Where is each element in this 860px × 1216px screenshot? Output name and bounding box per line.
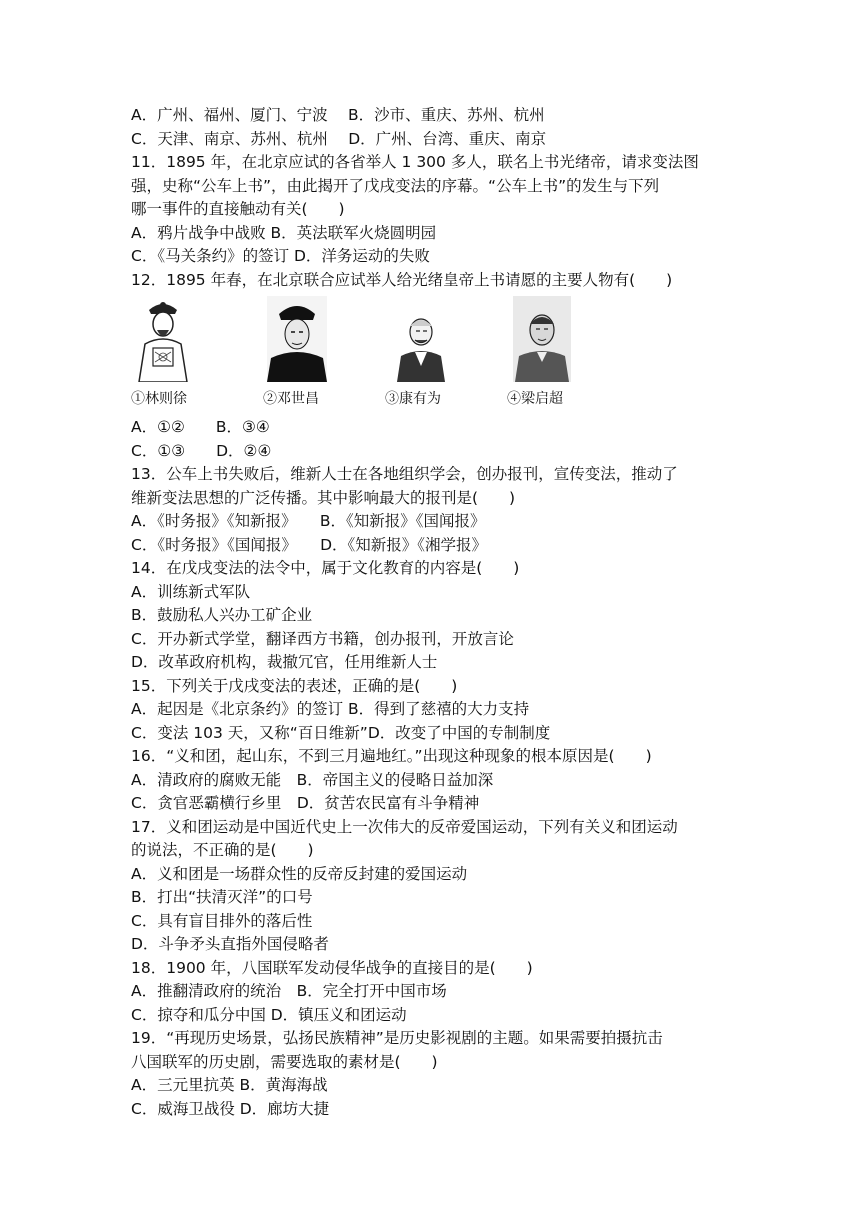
text-line: A．三元里抗英 B．黄海海战 — [131, 1076, 328, 1094]
question-text — [131, 104, 731, 1121]
text-line: 11．1895 年，在北京应试的各省举人 1 300 多人，联名上书光绪帝，请求变法图 — [131, 153, 699, 171]
text-line: A．推翻清政府的统治 B．完全打开中国市场 — [131, 982, 447, 1000]
text-line: 八国联军的历史剧，需要选取的素材是( ) — [131, 1052, 438, 1071]
portrait-label-4: ④梁启超 — [507, 391, 563, 407]
text-line: 16．“义和团，起山东，不到三月遍地红。”出现这种现象的根本原因是( ) — [131, 747, 652, 765]
text-line: A．义和团是一场群众性的反帝反封建的爱国运动 — [131, 864, 468, 883]
text-line: 14．在戊戌变法的法令中，属于文化教育的内容是( ) — [131, 559, 520, 577]
portrait-label-3: ③康有为 — [385, 391, 441, 407]
questions-before-images — [131, 104, 731, 292]
text-line: C．天津、南京、苏州、杭州 D．广州、台湾、重庆、南京 — [131, 129, 547, 148]
text-line: D．斗争矛头直指外国侵略者 — [131, 935, 329, 953]
text-line: 12．1895 年春，在北京联合应试举人给光绪皇帝上书请愿的主要人物有( ) — [131, 270, 673, 289]
text-line: C．①③ D．②④ — [131, 441, 272, 460]
text-line: 哪一事件的直接触动有关( ) — [131, 200, 345, 218]
text-line: A．鸦片战争中战败 B．英法联军火烧圆明园 — [131, 223, 437, 242]
questions-after-images — [131, 416, 731, 1121]
text-line: 维新变法思想的广泛传播。其中影响最大的报刊是( ) — [131, 488, 516, 507]
portrait-row — [131, 296, 731, 408]
text-line: 13．公车上书失败后，维新人士在各地组织学会，创办报刊，宣传变法，推动了 — [131, 465, 678, 483]
portrait-label-1: ①林则徐 — [131, 391, 187, 407]
text-line: C．贪官恶霸横行乡里 D．贫苦农民富有斗争精神 — [131, 794, 480, 812]
text-line: A．训练新式军队 — [131, 582, 251, 601]
portrait-lin-zexu — [131, 296, 195, 382]
text-line: A．《时务报》《知新报》 B．《知新报》《国闻报》 — [131, 512, 486, 530]
portrait-label-2: ②邓世昌 — [263, 391, 319, 407]
portrait-deng-shichang — [267, 296, 327, 382]
text-line: D．改革政府机构，裁撤冗官，任用维新人士 — [131, 653, 438, 671]
text-line: B．打出“扶清灭洋”的口号 — [131, 888, 313, 906]
text-line: C．《时务报》《国闻报》 D．《知新报》《湘学报》 — [131, 535, 488, 554]
text-line: A．①② B．③④ — [131, 418, 270, 436]
text-line: 19．“再现历史场景，弘扬民族精神”是历史影视剧的主题。如果需要拍摄抗击 — [131, 1029, 663, 1047]
text-line: A．广州、福州、厦门、宁波 B．沙市、重庆、苏州、杭州 — [131, 106, 545, 124]
text-line: 强，史称“公车上书”，由此揭开了戊戌变法的序幕。“公车上书”的发生与下列 — [131, 176, 660, 195]
text-line: C．开办新式学堂，翻译西方书籍，创办报刊，开放言论 — [131, 629, 514, 648]
text-line: 15．下列关于戊戌变法的表述，正确的是( ) — [131, 676, 458, 695]
text-line: B．鼓励私人兴办工矿企业 — [131, 606, 313, 624]
text-line: C．变法 103 天，又称“百日维新”D．改变了中国的专制制度 — [131, 723, 551, 742]
portrait-liang-qichao — [513, 296, 571, 382]
text-line: C．掠夺和瓜分中国 D．镇压义和团运动 — [131, 1005, 407, 1024]
text-line: C．《马关条约》的签订 D．洋务运动的失败 — [131, 247, 430, 265]
portrait-kang-youwei — [393, 296, 449, 382]
text-line: A．清政府的腐败无能 B．帝国主义的侵略日益加深 — [131, 770, 494, 789]
text-line: 的说法，不正确的是( ) — [131, 841, 314, 859]
text-line: C．威海卫战役 D．廊坊大捷 — [131, 1099, 330, 1118]
text-line: 17．义和团运动是中国近代史上一次伟大的反帝爱国运动，下列有关义和团运动 — [131, 817, 678, 836]
text-line: C．具有盲目排外的落后性 — [131, 911, 313, 930]
text-line: 18．1900 年，八国联军发动侵华战争的直接目的是( ) — [131, 958, 533, 977]
text-line: A．起因是《北京条约》的签订 B．得到了慈禧的大力支持 — [131, 700, 530, 718]
